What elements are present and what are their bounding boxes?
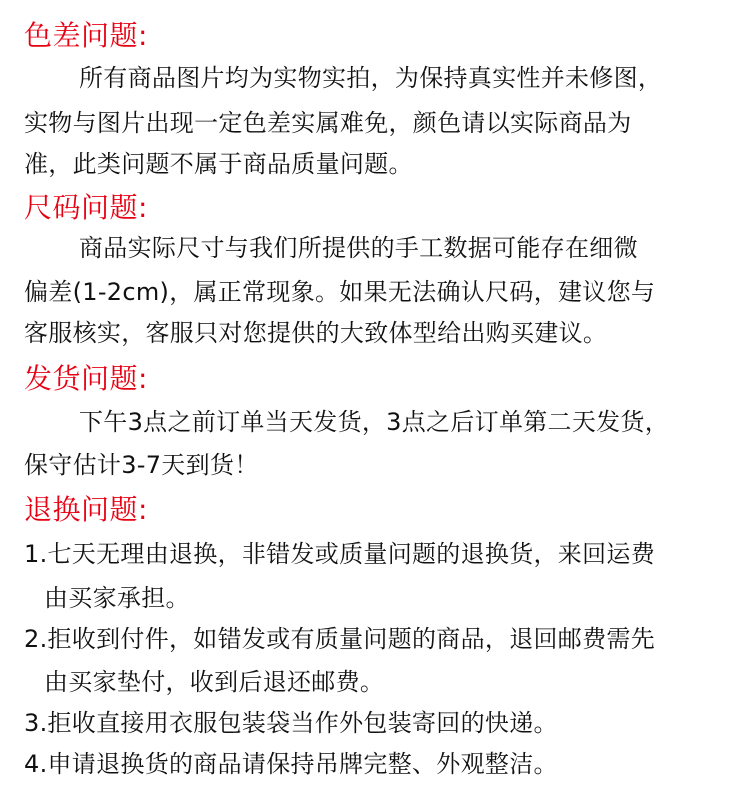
size-line-2: 偏差(1-2cm)，属正常现象。如果无法确认尺码，建议您与 (24, 278, 656, 306)
size-line-1: 商品实际尺寸与我们所提供的手工数据可能存在细微 (79, 234, 638, 262)
heading-size: 尺码问题: (24, 191, 148, 224)
color-difference-line-3: 准，此类问题不属于商品质量问题。 (24, 150, 413, 178)
shipping-line-1: 下午3点之前订单当天发货，3点之后订单第二天发货， (79, 408, 670, 436)
heading-shipping: 发货问题: (24, 362, 148, 395)
color-difference-line-2: 实物与图片出现一定色差实属难免，颜色请以实际商品为 (24, 109, 632, 137)
heading-returns: 退换问题: (24, 493, 148, 526)
returns-item-3: 3.拒收直接用衣服包装袋当作外包装寄回的快递。 (24, 709, 558, 737)
size-line-3: 客服核实，客服只对您提供的大致体型给出购买建议。 (24, 319, 608, 347)
color-difference-line-1: 所有商品图片均为实物实拍，为保持真实性并未修图， (79, 64, 663, 92)
returns-item-2-cont: 由买家垫付，收到后退还邮费。 (44, 668, 385, 696)
shipping-line-2: 保守估计3-7天到货！ (24, 451, 259, 479)
returns-item-2: 2.拒收到付件，如错发或有质量问题的商品，退回邮费需先 (24, 625, 655, 653)
returns-item-4: 4.申请退换货的商品请保持吊牌完整、外观整洁。 (24, 750, 558, 778)
heading-color-difference: 色差问题: (24, 19, 148, 52)
returns-item-1: 1.七天无理由退换，非错发或质量问题的退换货，来回运费 (24, 540, 655, 568)
returns-item-1-cont: 由买家承担。 (44, 584, 190, 612)
